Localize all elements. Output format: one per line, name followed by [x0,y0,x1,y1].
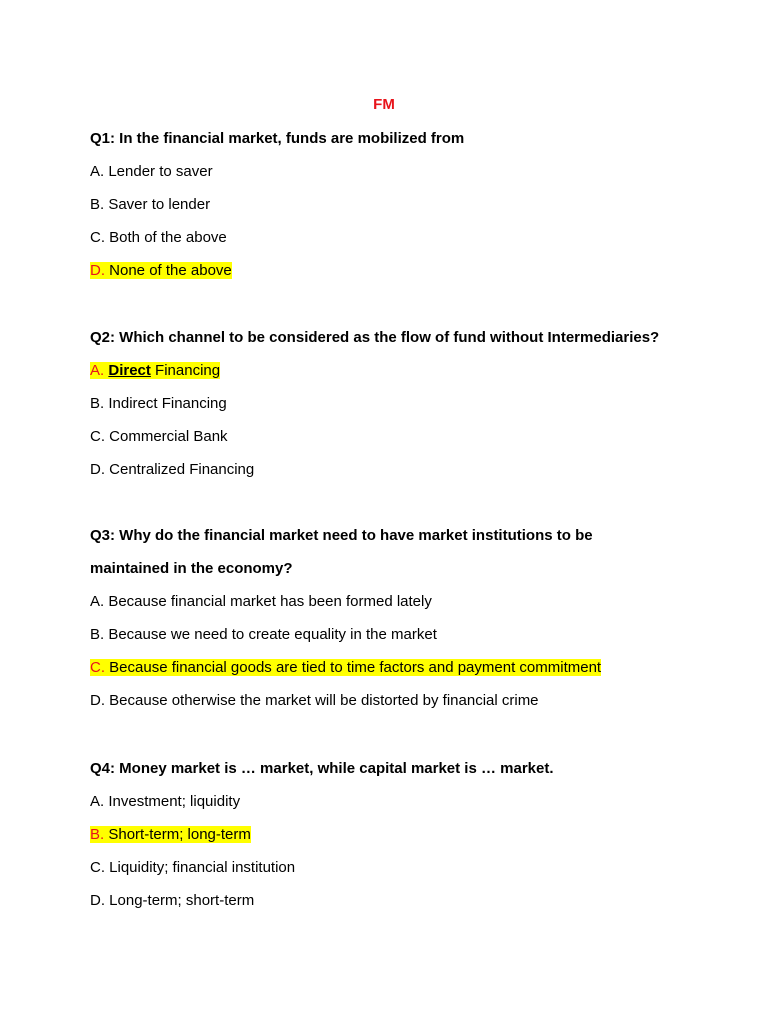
q2-option-a-correct [90,360,710,393]
q1-option-c: C. Both of the above [90,229,227,246]
q1-option-b: B. Saver to lender [90,196,211,213]
q3-option-b: B. Because we need to create equality in the market [90,626,437,643]
q1-option-a: A. Lender to saver [90,163,213,180]
q3-option-c-letter: C. [90,659,105,676]
question-1-text: Q1: In the financial market, funds are mobilized from [90,130,465,147]
q2-option-b: B. Indirect Financing [90,395,227,412]
q4-option-a: A. Investment; liquidity [90,793,241,810]
question-3-text-line2: maintained in the economy? [90,560,293,577]
q2-option-a-underlined: Direct [108,362,151,379]
q1-option-d-letter: D. [90,262,105,279]
q3-option-d: D. Because otherwise the market will be distorted by financial crime [90,692,539,709]
q3-option-c-correct [90,657,710,690]
q4-option-c: C. Liquidity; financial institution [90,859,296,876]
question-3 [90,525,710,723]
q3-option-a: A. Because financial market has been formed lately [90,593,432,610]
q2-option-a-letter: A. [90,362,105,379]
q2-option-a-rest: Financing [150,362,221,379]
q4-option-b-correct [90,824,710,857]
q2-option-c: C. Commercial Bank [90,428,228,445]
q4-option-d: D. Long-term; short-term [90,892,255,909]
q4-option-b-letter: B. [90,826,105,843]
document-title: FM [373,96,395,113]
question-4 [90,758,710,923]
q4-option-b-text: Short-term; long-term [104,826,251,843]
q2-option-d: D. Centralized Financing [90,461,255,478]
question-2 [90,327,710,492]
question-4-text: Q4: Money market is … market, while capital market is … market. [90,760,554,777]
q1-option-d-text: None of the above [105,262,232,279]
question-1 [90,128,710,293]
q3-option-c-text: Because financial goods are tied to time factors and payment commitment [105,659,602,676]
question-2-text: Q2: Which channel to be considered as the flow of fund without Intermediaries? [90,329,660,346]
question-3-text-line1: Q3: Why do the financial market need to have market institutions to be [90,527,593,544]
q1-option-d-correct [90,260,710,293]
